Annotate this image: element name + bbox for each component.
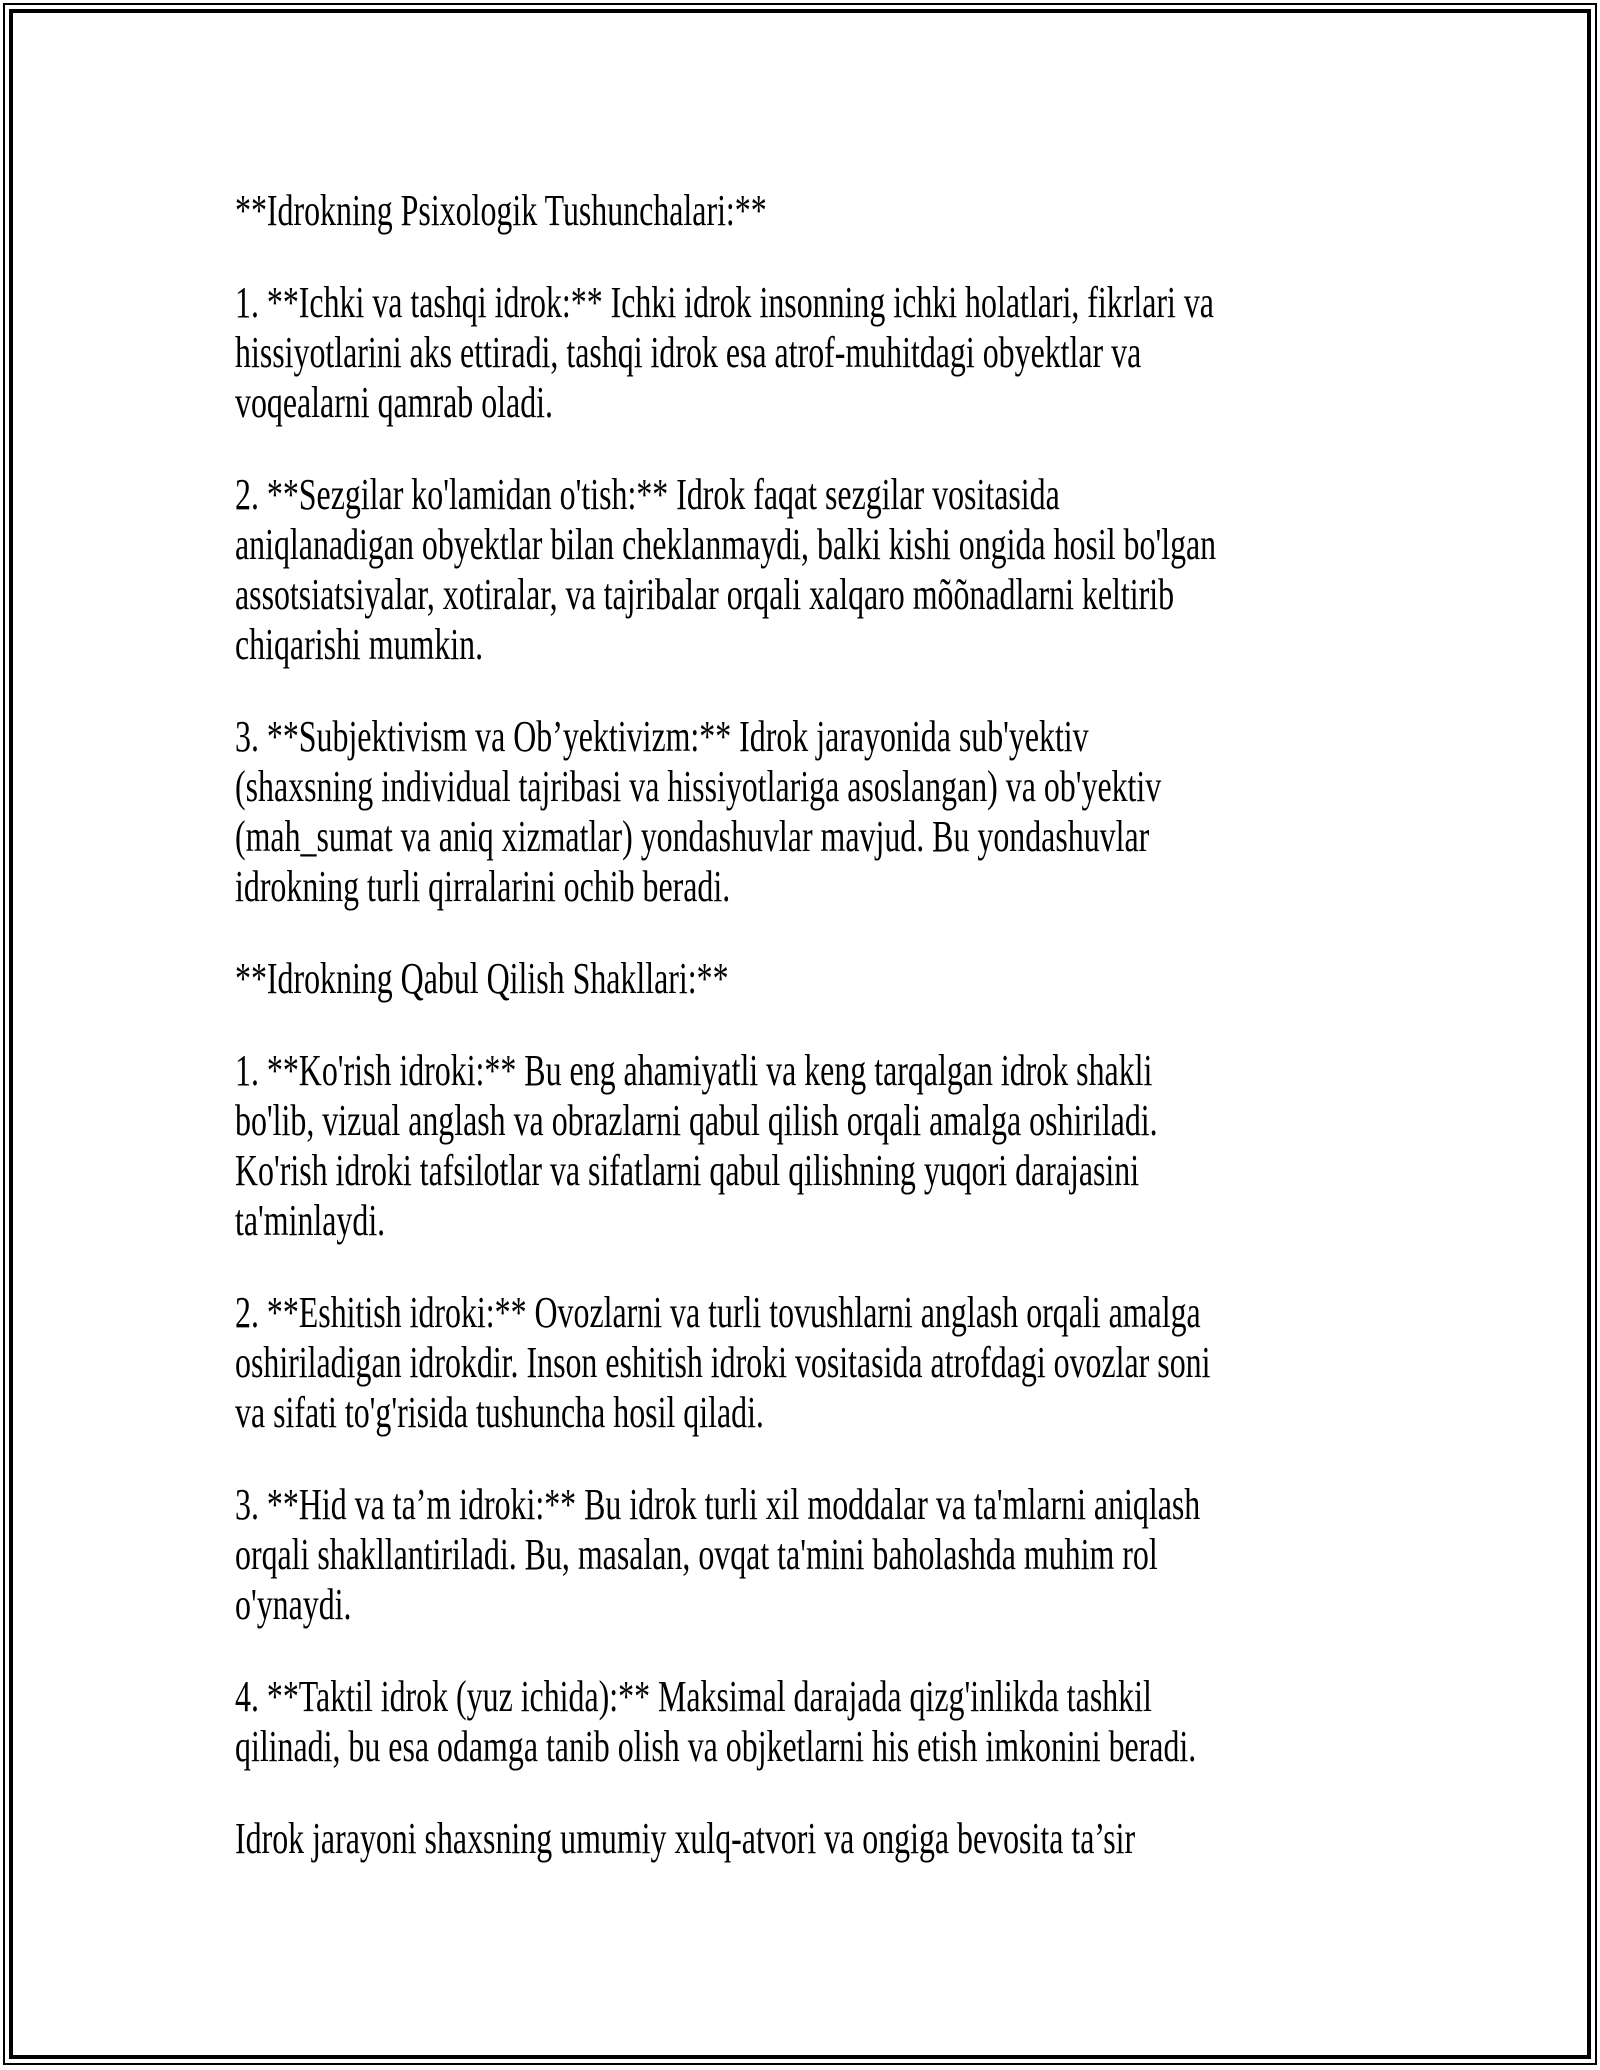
paragraph: 2. **Eshitish idroki:** Ovozlarni va turli tovushlarni anglash orqali amalga oshiriladigan idrokdir. Inson eshitish idroki vositasida atrofdagi ovozlar soni va sifati to'g'risida tushuncha hosil qiladi. <box>235 1288 1211 1437</box>
paragraph: **Idrokning Qabul Qilish Shakllari:** <box>235 954 729 1003</box>
document-body <box>235 186 1600 1906</box>
paragraph: 3. **Hid va ta’m idroki:** Bu idrok turli xil moddalar va ta'mlarni aniqlash orqali shakllantiriladi. Bu, masalan, ovqat ta'mini baholashda muhim rol o'ynaydi. <box>235 1480 1201 1629</box>
paragraph: **Idrokning Psixologik Tushunchalari:** <box>235 186 767 235</box>
paragraph: 1. **Ichki va tashqi idrok:** Ichki idrok insonning ichki holatlari, fikrlari va hissiyotlarini aks ettiradi, tashqi idrok esa atrof-muhitdagi obyektlar va voqealarni qamrab oladi. <box>235 278 1214 427</box>
paragraph: Idrok jarayoni shaxsning umumiy xulq-atvori va ongiga bevosita ta’sir <box>235 1814 1136 1863</box>
paragraph: 1. **Ko'rish idroki:** Bu eng ahamiyatli va keng tarqalgan idrok shakli bo'lib, vizual anglash va obrazlarni qabul qilish orqali amalga oshiriladi. Ko'rish idroki tafsilotlar va sifatlarni qabul qilishning yuqori darajasini ta'minlaydi. <box>235 1046 1158 1245</box>
paragraph: 4. **Taktil idrok (yuz ichida):** Maksimal darajada qizg'inlikda tashkil qilinadi, bu esa odamga tanib olish va objketlarni his etish imkonini beradi. <box>235 1672 1197 1771</box>
paragraph: 3. **Subjektivism va Ob’yektivizm:** Idrok jarayonida sub'yektiv (shaxsning individual tajribasi va hissiyotlariga asoslangan) va ob'yektiv (mah_sumat va aniq xizmatlar) yondashuvlar mavjud. Bu yondashuvlar idrokning turli qirralarini ochib beradi. <box>235 712 1162 911</box>
paragraph: 2. **Sezgilar ko'lamidan o'tish:** Idrok faqat sezgilar vositasida aniqlanadigan obyektlar bilan cheklanmaydi, balki kishi ongida hosil bo'lgan assotsiatsiyalar, xotiralar, va tajribalar orqali xalqaro mõõnadlarni keltirib chiqarishi mumkin. <box>235 470 1217 669</box>
